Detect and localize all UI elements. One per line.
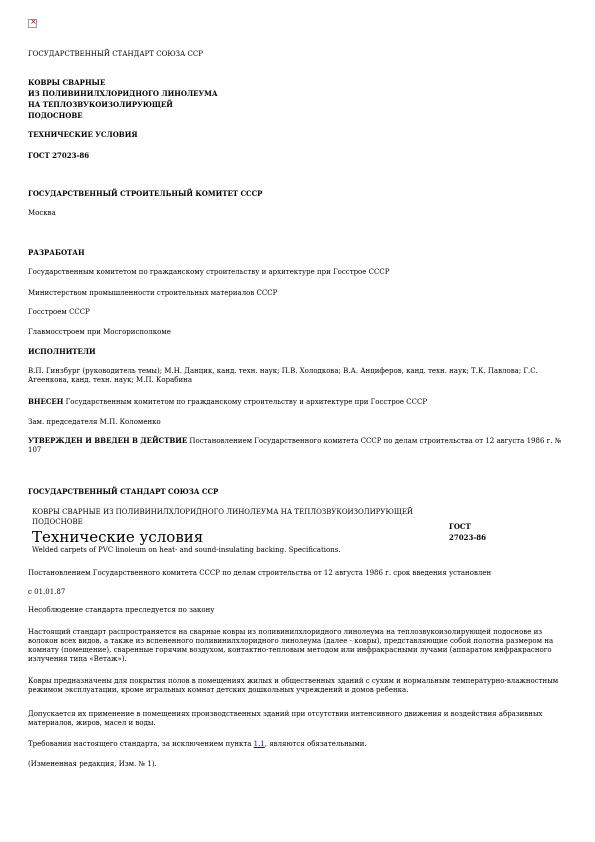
developer-3: Госстроем СССР [28,308,90,316]
introduced-text: Государственным комитетом по гражданскому строительству и архитектуре при Госстрое СССР [63,398,428,406]
approved-text: Постановлением Государственного комитета СССР по делам строительства от 12 августа 1986 г. № 107 [28,437,562,454]
paragraph-3: Допускается их применение в помещениях производственных зданий при отсутствии интенсивного движения и воздействия абразивных материалов, жиров, масел и воды. [28,710,543,727]
box-title-line-2: ПОДОСНОВЕ [32,518,83,526]
english-title: Welded carpets of PVC linoleum on heat- and sound-insulating backing. Specifications. [32,546,341,554]
developer-4: Главмосстроем при Мосгорисполкоме [28,328,171,336]
gost-number: ГОСТ 27023-86 [28,151,90,160]
box-gost-number: 27023-86 [449,533,486,542]
amendment-note: (Измененная редакция, Изм. № 1). [28,760,157,768]
committee-name: ГОСУДАРСТВЕННЫЙ СТРОИТЕЛЬНЫЙ КОМИТЕТ СССР [28,189,263,198]
introduced-label: ВНЕСЕН [28,397,64,406]
executors-text: В.П. Гинзбург (руководитель темы); М.Н. Данцик, канд. техн. наук; П.В. Холодкова; В.А. Анциферов, канд. техн. наук; Т.К. Павлова; Г.С. Агеенкова, канд. техн. наук; М.П. Корабина [28,367,538,384]
box-gost-label: ГОСТ [449,522,471,531]
developed-label: РАЗРАБОТАН [28,248,85,257]
effective-date: с 01.01.87 [28,588,66,596]
developer-1: Государственным комитетом по гражданскому строительству и архитектуре при Госстрое СССР [28,268,390,276]
clause-link[interactable]: 1.1 [253,740,265,748]
paragraph-4-pre: Требования настоящего стандарта, за исключением пункта [28,740,254,748]
paragraph-1: Настоящий стандарт распространяется на сварные ковры из поливинилхлоридного линолеума на теплозвукоизолирующей подоснове из волокон всех видов, а также из вспененного поливинилхлоридного линолеума (далее - ковры), представляющие собой полотна размером на комнату (помещение), сваренные горячим воздухом, контактно-тепловым методом или инфракрасными лучами (аппаратом инфракрасного излучения типа «Ветаж»). [28,628,554,663]
big-title: Технические условия [32,528,204,546]
header-title-2: ГОСУДАРСТВЕННЫЙ СТАНДАРТ СОЮЗА ССР [28,487,219,496]
broken-image-icon [28,19,37,28]
deputy: Зам. председателя М.П. Коломенко [28,418,161,426]
doc-title-line-2: ИЗ ПОЛИВИНИЛХЛОРИДНОГО ЛИНОЛЕУМА [28,89,218,98]
decree-text: Постановлением Государственного комитета СССР по делам строительства от 12 августа 1986 г. срок введения установлен [28,569,492,577]
warning-text: Несоблюдение стандарта преследуется по закону [28,606,215,614]
doc-title-line-4: ПОДОСНОВЕ [28,111,83,120]
doc-title-line-3: НА ТЕПЛОЗВУКОИЗОЛИРУЮЩЕЙ [28,100,173,109]
paragraph-2: Ковры предназначены для покрытия полов в помещениях жилых и общественных зданий с сухим и нормальным температурно-влажностным режимом эксплуатации, кроме игральных комнат детских дошкольных учреждений и домов ребенка. [28,677,559,694]
paragraph-4-post: , являются обязательными. [264,740,367,748]
approved-label: УТВЕРЖДЕН И ВВЕДЕН В ДЕЙСТВИЕ [28,436,188,445]
header-title: ГОСУДАРСТВЕННЫЙ СТАНДАРТ СОЮЗА ССР [28,50,203,58]
box-title-line-1: КОВРЫ СВАРНЫЕ ИЗ ПОЛИВИНИЛХЛОРИДНОГО ЛИНОЛЕУМА НА ТЕПЛОЗВУКОИЗОЛИРУЮЩЕЙ [32,508,414,516]
paragraph-4 [28,740,367,749]
introduced-line [28,397,427,407]
executors-label: ИСПОЛНИТЕЛИ [28,347,96,356]
developer-2: Министерством промышленности строительных материалов СССР [28,289,278,297]
doc-title-line-1: КОВРЫ СВАРНЫЕ [28,78,106,87]
city: Москва [28,209,56,217]
spec-label: ТЕХНИЧЕСКИЕ УСЛОВИЯ [28,130,138,139]
approved-line [28,436,568,455]
